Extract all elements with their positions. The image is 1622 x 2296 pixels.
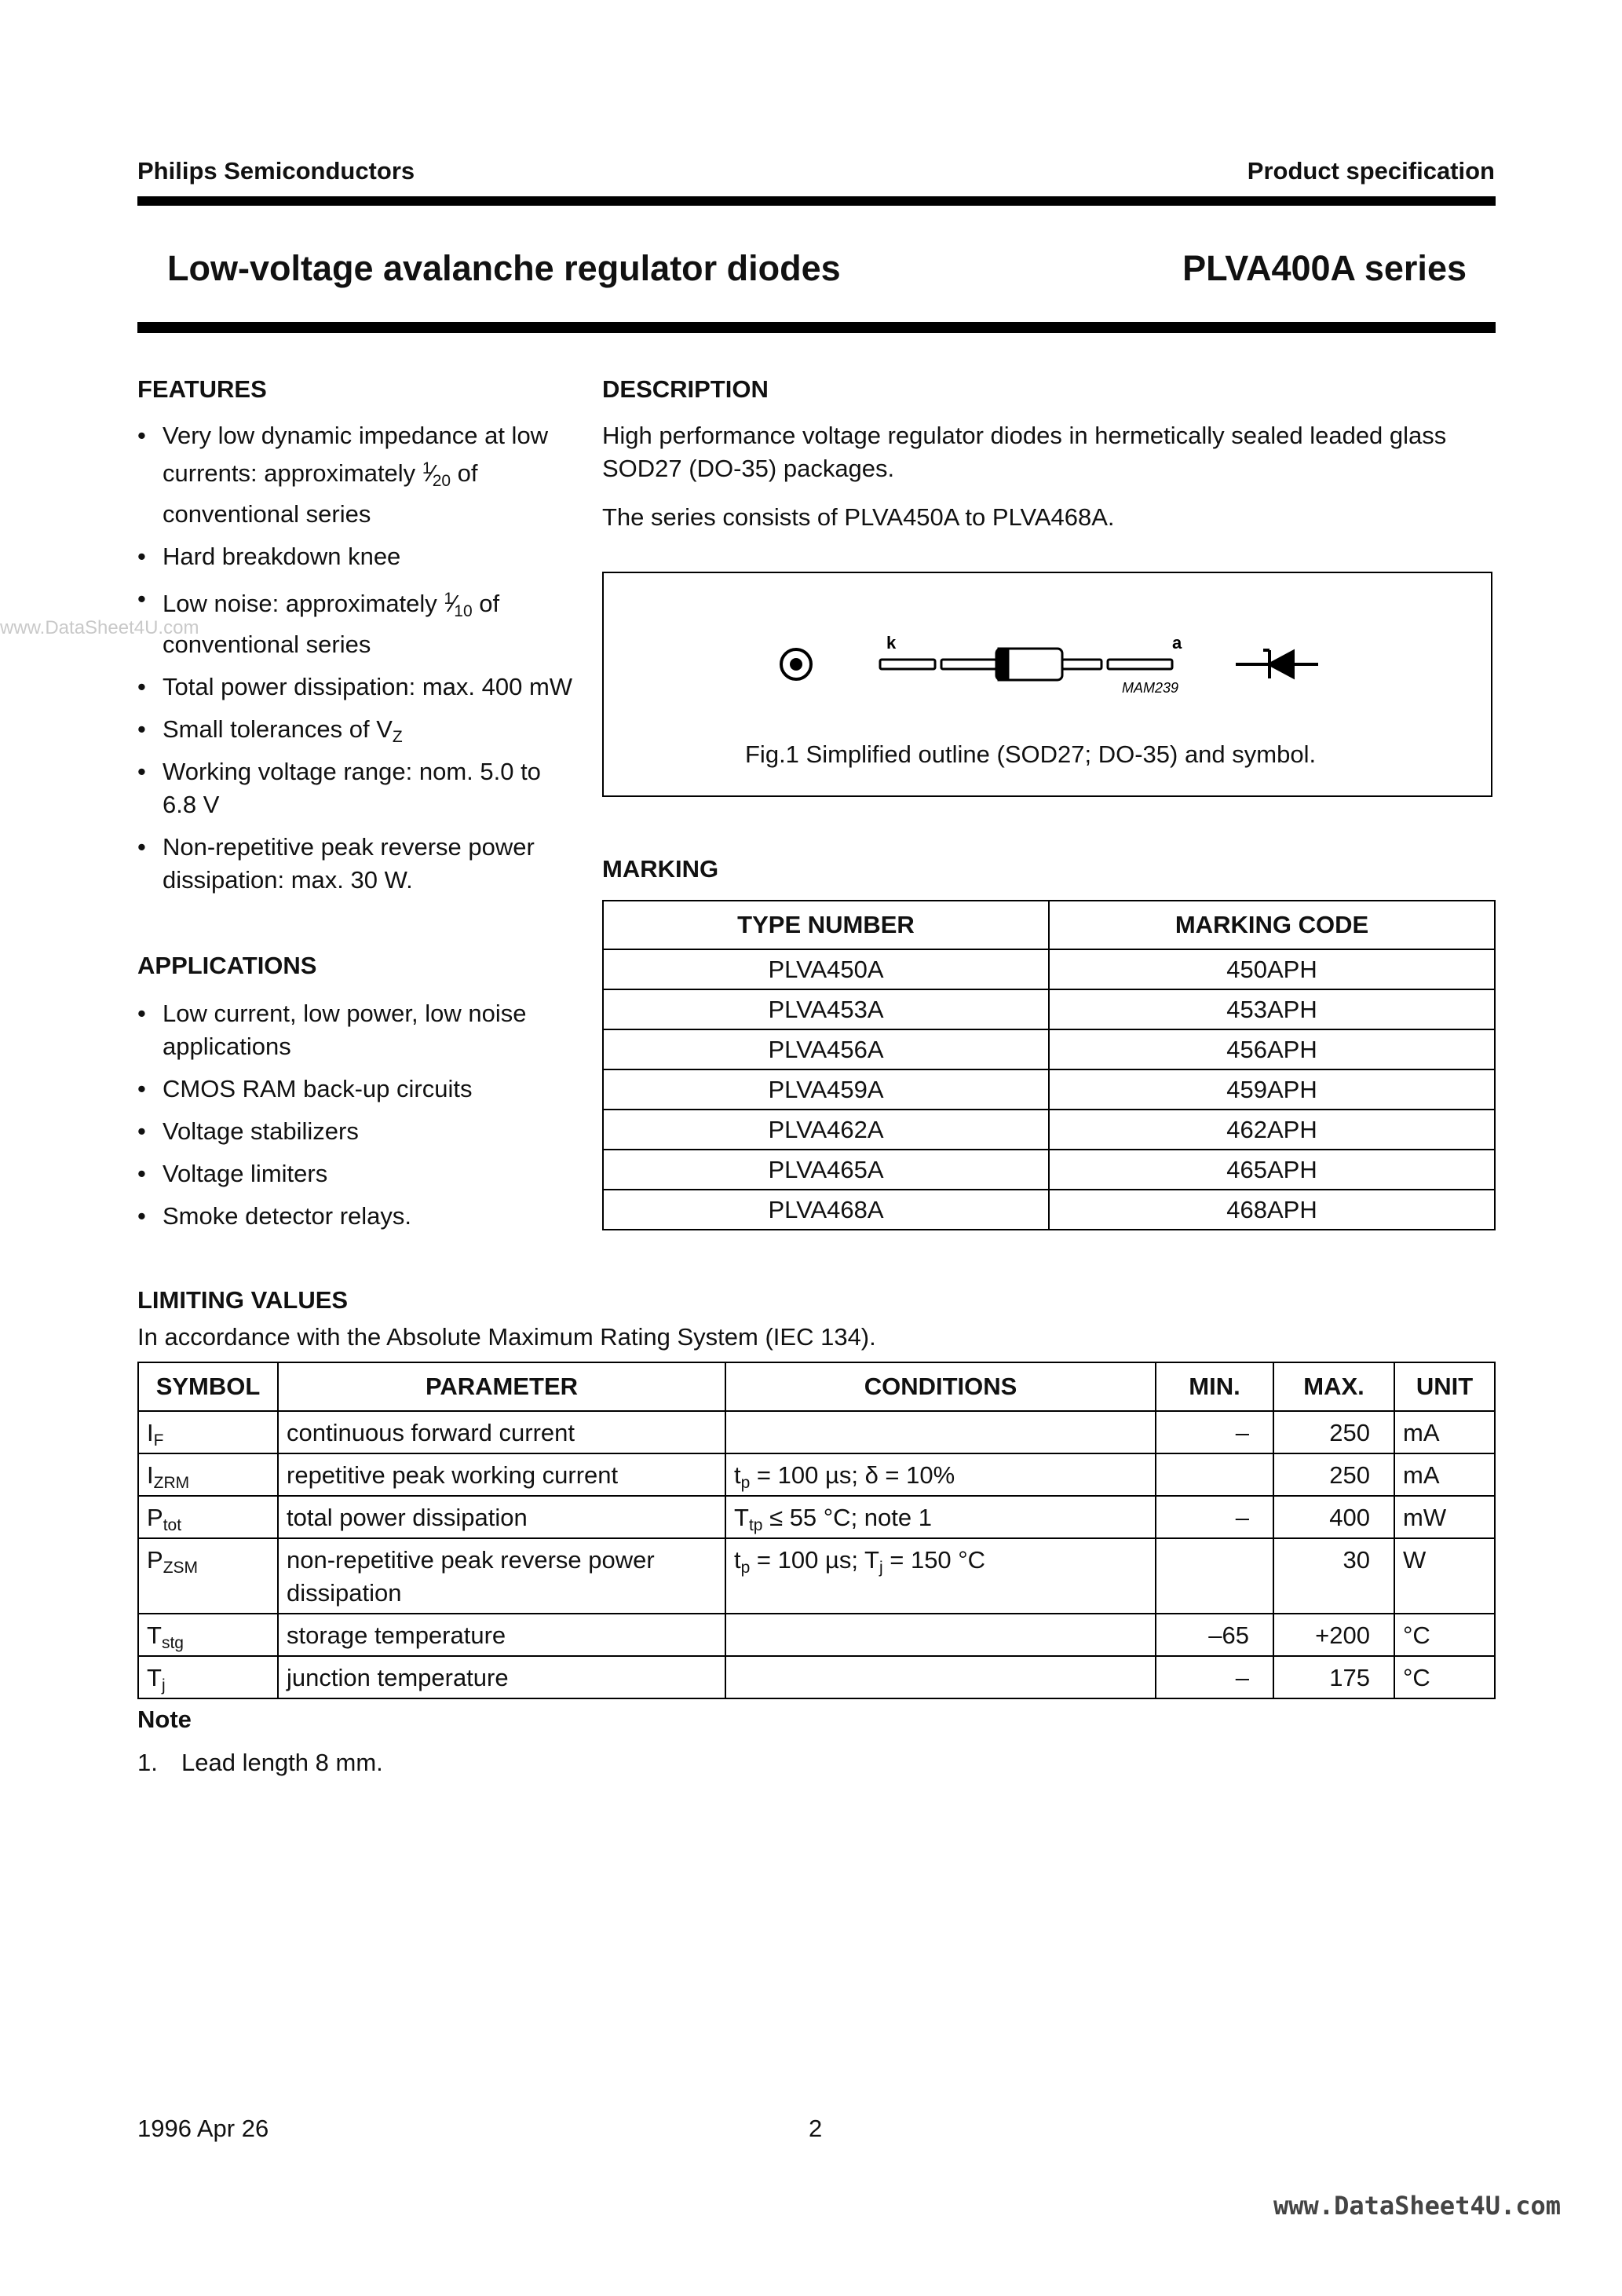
condition-part: = 100 µs; T [750,1546,879,1574]
footer-date: 1996 Apr 26 [137,2115,269,2142]
feature-subscript: Z [392,728,403,746]
feature-item [137,540,577,573]
condition-part: ≤ 55 °C; note 1 [762,1504,932,1531]
feature-text: Total power dissipation: max. 400 mW [163,673,573,700]
parameter-cell: repetitive peak working current [278,1453,725,1496]
feature-item [137,671,577,704]
parameter-cell: storage temperature [278,1614,725,1656]
symbol-subscript: ZSM [163,1559,199,1577]
condition-part: t [734,1546,741,1574]
type-number-cell: PLVA462A [603,1110,1049,1150]
symbol-text: P [147,1504,163,1531]
feature-text: Low noise: approximately [163,590,444,617]
limiting-heading: LIMITING VALUES [137,1286,349,1314]
col-parameter: PARAMETER [278,1362,725,1411]
type-number-cell: PLVA450A [603,949,1049,989]
symbol-subscript: j [161,1676,166,1695]
condition-part: p [740,1559,751,1577]
marking-row [603,1029,1495,1069]
parameter-cell: junction temperature [278,1656,725,1698]
cathode-label: k [886,633,897,653]
col-unit: UNIT [1394,1362,1495,1411]
application-item: • Smoke detector relays. [137,1200,577,1233]
marking-table [602,900,1496,1230]
symbol-text: I [147,1419,154,1446]
feature-item [137,583,577,661]
limiting-intro: In accordance with the Absolute Maximum Rating System (IEC 134). [137,1323,876,1351]
symbol-subscript: F [153,1431,164,1450]
symbol-text: T [147,1621,162,1649]
marking-row [603,949,1495,989]
symbol-text: T [147,1664,162,1691]
symbol-subscript: stg [161,1634,184,1652]
marking-code-cell: 450APH [1049,949,1495,989]
applications-heading: APPLICATIONS [137,952,317,979]
feature-item [137,831,577,897]
type-number-cell: PLVA459A [603,1069,1049,1110]
title-rule [137,322,1496,333]
features-list [137,419,577,906]
condition-part: = 150 °C [882,1546,986,1574]
note-number: 1. [137,1749,158,1776]
max-cell: 175 [1273,1656,1394,1698]
parameter-cell: continuous forward current [278,1411,725,1453]
min-cell: – [1156,1656,1273,1698]
condition-part: j [879,1559,883,1577]
applications-list [137,997,577,1242]
marking-code-cell: 462APH [1049,1110,1495,1150]
figure-box [602,572,1492,797]
marking-heading: MARKING [602,855,719,883]
max-cell: 400 [1273,1496,1394,1538]
marking-code-cell: 465APH [1049,1150,1495,1190]
symbol-cell [138,1411,278,1453]
max-cell: +200 [1273,1614,1394,1656]
application-item: • Voltage limiters [137,1157,577,1190]
limiting-row [138,1614,1495,1656]
document-type: Product specification [1247,157,1495,185]
page-number: 2 [809,2115,823,2142]
fraction-numerator: 1 [444,590,454,608]
type-number-cell: PLVA468A [603,1190,1049,1230]
col-min: MIN. [1156,1362,1273,1411]
type-number-cell: PLVA465A [603,1150,1049,1190]
min-cell: – [1156,1496,1273,1538]
feature-text: Hard breakdown knee [163,543,401,570]
marking-col-code: MARKING CODE [1049,901,1495,949]
watermark-left: www.DataSheet4U.com [0,617,199,638]
limiting-row [138,1453,1495,1496]
condition-part: tp [748,1516,763,1534]
feature-text: Working voltage range: nom. 5.0 to 6.8 V [163,758,541,818]
feature-item [137,713,577,746]
fraction-slash: ⁄ [429,459,434,487]
marking-code-cell: 459APH [1049,1069,1495,1110]
limiting-row [138,1656,1495,1698]
description-paragraph: High performance voltage regulator diodes in hermetically sealed leaded glass SOD27 (DO-35) packages. [602,422,1447,482]
min-cell [1156,1538,1273,1614]
condition-part: t [734,1461,741,1489]
fraction-slash: ⁄ [451,590,456,617]
header-rule [137,196,1496,206]
diode-body-icon [880,649,1172,680]
end-view-icon [781,649,811,679]
unit-cell: °C [1394,1614,1495,1656]
fraction-denominator: 10 [454,602,473,620]
feature-item [137,419,577,531]
watermark-right: www.DataSheet4U.com [1273,2191,1562,2221]
features-heading: FEATURES [137,375,267,403]
limiting-row [138,1411,1495,1453]
type-number-cell: PLVA453A [603,989,1049,1029]
max-cell: 250 [1273,1453,1394,1496]
note-heading: Note [137,1706,192,1733]
conditions-cell [725,1538,1156,1614]
parameter-cell: non-repetitive peak reverse power dissipation [278,1538,725,1614]
col-max: MAX. [1273,1362,1394,1411]
symbol-subscript: ZRM [153,1474,190,1492]
limiting-values-table [137,1362,1496,1699]
condition-part: p [740,1474,751,1492]
feature-text: of conventional series [163,459,478,528]
fraction-denominator: 20 [432,472,451,490]
condition-part: = 100 µs; δ = 10% [750,1461,955,1489]
symbol-cell [138,1538,278,1614]
feature-text: Very low dynamic impedance at low currents: approximately [163,422,549,487]
company-name: Philips Semiconductors [137,157,415,185]
min-cell: – [1156,1411,1273,1453]
col-symbol: SYMBOL [138,1362,278,1411]
note-text: Lead length 8 mm. [181,1749,383,1776]
unit-cell: °C [1394,1656,1495,1698]
symbol-cell [138,1614,278,1656]
fraction-numerator: 1 [422,459,432,477]
marking-row [603,989,1495,1029]
figure-caption: Fig.1 Simplified outline (SOD27; DO-35) and symbol. [745,740,1317,768]
symbol-subscript: tot [163,1516,182,1534]
symbol-cell [138,1656,278,1698]
page-title: Low-voltage avalanche regulator diodes [167,248,841,288]
conditions-cell [725,1453,1156,1496]
feature-text: of conventional series [163,590,500,658]
symbol-text: P [147,1546,163,1574]
type-number-cell: PLVA456A [603,1029,1049,1069]
description-heading: DESCRIPTION [602,375,769,403]
limiting-row [138,1496,1495,1538]
unit-cell: W [1394,1538,1495,1614]
description-series: The series consists of PLVA450A to PLVA468A. [602,503,1115,531]
limiting-row [138,1538,1495,1614]
marking-code-cell: 456APH [1049,1029,1495,1069]
unit-cell: mA [1394,1411,1495,1453]
marking-col-type: TYPE NUMBER [603,901,1049,949]
feature-text: Non-repetitive peak reverse power dissipation: max. 30 W. [163,833,535,894]
figure-ref: MAM239 [1122,680,1179,696]
max-cell: 250 [1273,1411,1394,1453]
unit-cell: mA [1394,1453,1495,1496]
marking-row [603,1150,1495,1190]
max-cell: 30 [1273,1538,1394,1614]
conditions-cell [725,1496,1156,1538]
feature-item [137,755,577,821]
marking-row [603,1190,1495,1230]
condition-part: T [734,1504,749,1531]
min-cell [1156,1453,1273,1496]
feature-text: Small tolerances of V [163,715,393,743]
application-item: • Voltage stabilizers [137,1115,577,1148]
conditions-cell [725,1656,1156,1698]
parameter-cell: total power dissipation [278,1496,725,1538]
unit-cell: mW [1394,1496,1495,1538]
min-cell: –65 [1156,1614,1273,1656]
application-item: • CMOS RAM back-up circuits [137,1073,577,1106]
application-item: • Low current, low power, low noise applications [137,997,577,1063]
series-title: PLVA400A series [1182,248,1467,288]
symbol-cell [138,1453,278,1496]
anode-label: a [1172,633,1182,653]
symbol-cell [138,1496,278,1538]
marking-code-cell: 468APH [1049,1190,1495,1230]
col-conditions: CONDITIONS [725,1362,1156,1411]
conditions-cell [725,1614,1156,1656]
marking-row [603,1069,1495,1110]
symbol-text: I [147,1461,154,1489]
conditions-cell [725,1411,1156,1453]
marking-code-cell: 453APH [1049,989,1495,1029]
zener-symbol-icon [1236,650,1318,678]
marking-row [603,1110,1495,1150]
